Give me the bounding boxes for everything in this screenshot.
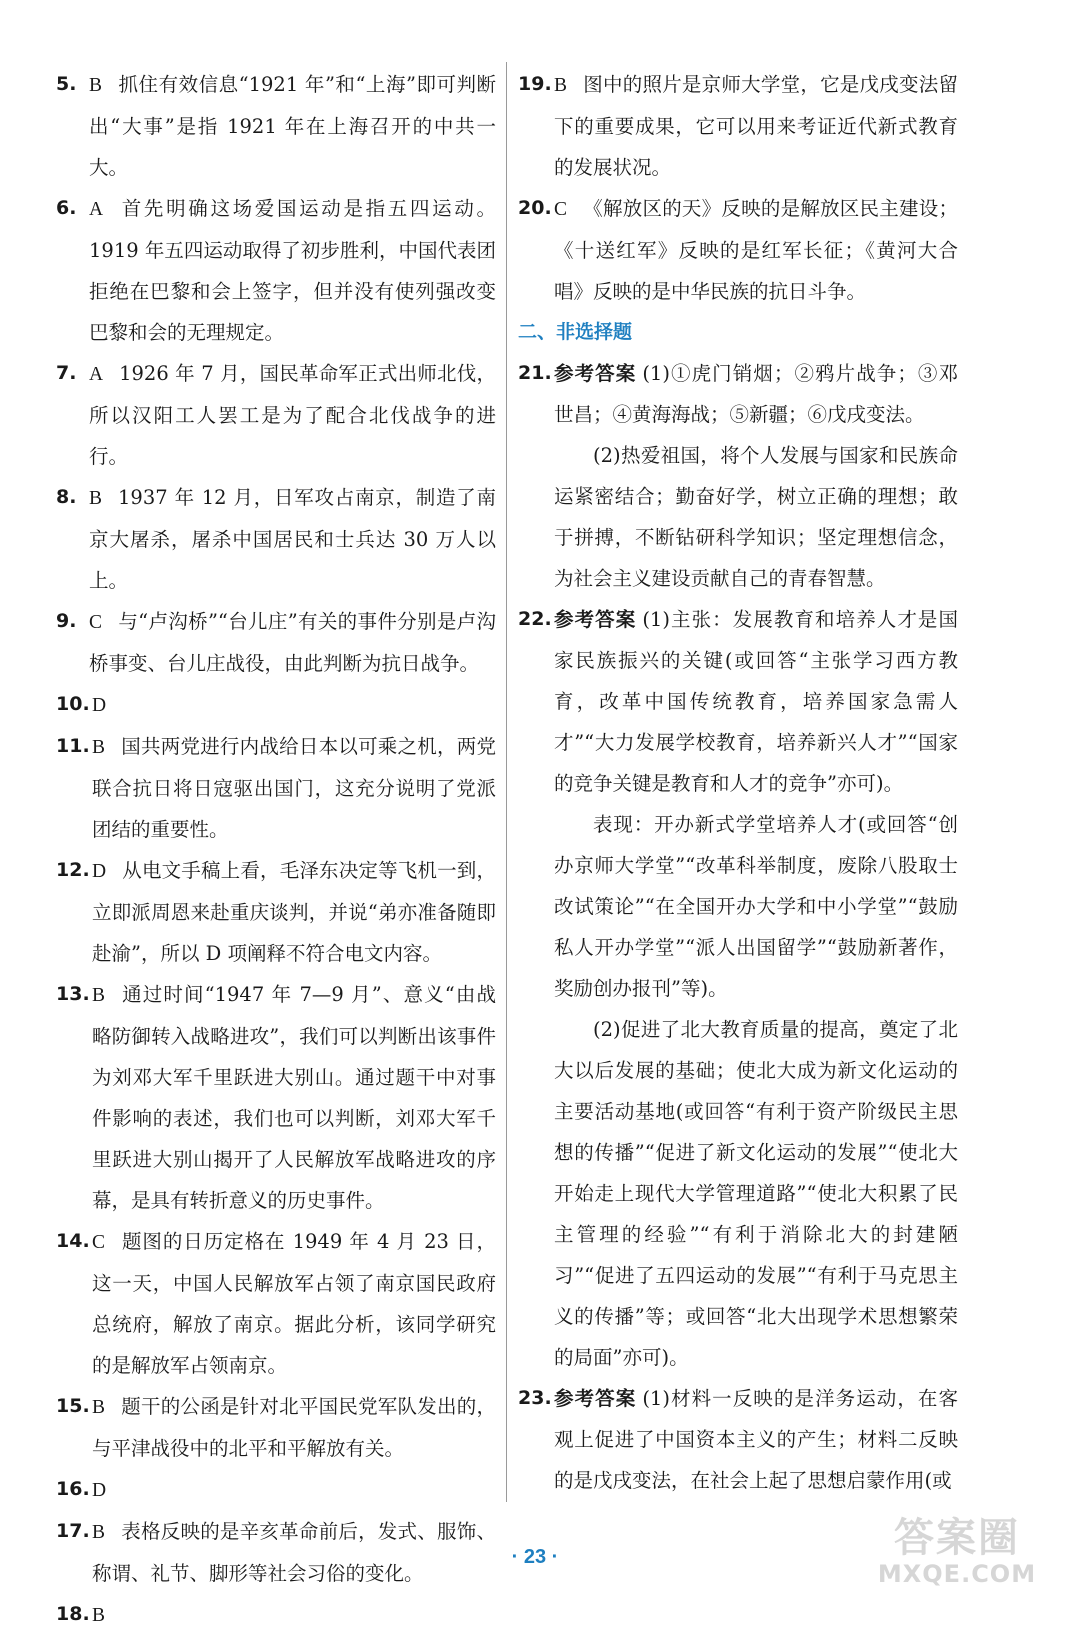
right-column bbox=[518, 64, 958, 1501]
question-number: 17. bbox=[56, 1520, 90, 1542]
answer-item-21 bbox=[518, 353, 958, 435]
answer-item-15 bbox=[56, 1386, 496, 1469]
answer-item-7 bbox=[56, 353, 496, 477]
question-number: 13. bbox=[56, 983, 90, 1005]
reference-answer-label: 参考答案 bbox=[554, 608, 637, 631]
question-number: 21. bbox=[518, 362, 552, 384]
answer-choice: B bbox=[92, 1397, 106, 1418]
answer-item-18 bbox=[56, 1594, 496, 1636]
answer-text: (1)①虎门销烟；②鸦片战争；③邓世昌；④黄海海战；⑤新疆；⑥戊戌变法。 bbox=[554, 362, 958, 426]
explanation: 抓住有效信息“1921 年”和“上海”即可判断出“大事”是指 1921 年在上海召开的中共一大。 bbox=[89, 73, 496, 179]
explanation: 从电文手稿上看，毛泽东决定等飞机一到，立即派周恩来赴重庆谈判，并说“弟亦准备随即赴渝”，所以 D 项阐释不符合电文内容。 bbox=[92, 859, 496, 965]
answer-item-9 bbox=[56, 601, 496, 684]
answer-paragraph: (2)热爱祖国，将个人发展与国家和民族命运紧密结合；勤奋好学，树立正确的理想；敢于拼搏，不断钻研科学知识；坚定理想信念，为社会主义建设贡献自己的青春智慧。 bbox=[554, 444, 958, 590]
answer-choice: A bbox=[89, 199, 104, 220]
answer-item-11 bbox=[56, 726, 496, 850]
explanation: 题干的公函是针对北平国民党军队发出的，与平津战役中的北平和平解放有关。 bbox=[92, 1395, 496, 1460]
answer-item-20 bbox=[518, 188, 958, 312]
answer-text: (1)主张：发展教育和培养人才是国家民族振兴的关键(或回答“主张学习西方教育，改革中国传统教育，培养国家急需人才”“大力发展学校教育，培养新兴人才”“国家的竞争关键是教育和人才的竞争”亦可)。 bbox=[554, 608, 958, 795]
answer-choice: B bbox=[92, 985, 106, 1006]
answer-choice: B bbox=[92, 737, 106, 758]
answer-choice: C bbox=[92, 1232, 106, 1253]
watermark-logo bbox=[862, 1516, 1052, 1594]
answer-choice: D bbox=[92, 695, 107, 716]
watermark-url: MXQE.COM bbox=[877, 1560, 1037, 1588]
question-number: 8. bbox=[56, 486, 77, 508]
question-number: 9. bbox=[56, 610, 77, 632]
answer-paragraph: (2)促进了北大教育质量的提高，奠定了北大以后发展的基础；使北大成为新文化运动的主要活动基地(或回答“有利于资产阶级民主思想的传播”“促进了新文化运动的发展”“使北大开始走上现代大学管理道路”“使北大积累了民主管理的经验”“有利于消除北大的封建陋习”“促进了五四运动的发展”“有利于马克思主义的传播”等；或回答“北大出现学术思想繁荣的局面”亦可)。 bbox=[554, 1018, 958, 1369]
answer-text: (1)材料一反映的是洋务运动，在客观上促进了中国资本主义的产生；材料二反映的是戊戌变法，在社会上起了思想启蒙作用(或 bbox=[554, 1387, 958, 1492]
answer-item-10 bbox=[56, 684, 496, 726]
question-number: 12. bbox=[56, 859, 90, 881]
answer-item-13 bbox=[56, 974, 496, 1221]
answer-item-19 bbox=[518, 64, 958, 188]
answer-item-22 bbox=[518, 599, 958, 804]
question-number: 6. bbox=[56, 197, 77, 219]
question-number: 20. bbox=[518, 197, 552, 219]
question-number: 15. bbox=[56, 1395, 90, 1417]
explanation: 《解放区的天》反映的是解放区民主建设；《十送红军》反映的是红军长征；《黄河大合唱》反映的是中华民族的抗日斗争。 bbox=[554, 197, 958, 303]
explanation: 表格反映的是辛亥革命前后，发式、服饰、称谓、礼节、脚形等社会习俗的变化。 bbox=[92, 1520, 496, 1585]
left-column bbox=[56, 64, 496, 1636]
explanation: 1926 年 7 月，国民革命军正式出师北伐，所以汉阳工人罢工是为了配合北伐战争的进行。 bbox=[89, 362, 496, 468]
answer-item-16 bbox=[56, 1469, 496, 1511]
explanation: 通过时间“1947 年 7—9 月”、意义“由战略防御转入战略进攻”，我们可以判断出该事件为刘邓大军千里跃进大别山。通过题干中对事件影响的表述，我们也可以判断，刘邓大军千里跃进大别山揭开了人民解放军战略进攻的序幕，是具有转折意义的历史事件。 bbox=[92, 983, 496, 1212]
question-number: 16. bbox=[56, 1478, 90, 1500]
answer-item-12 bbox=[56, 850, 496, 974]
question-number: 11. bbox=[56, 735, 90, 757]
question-number: 22. bbox=[518, 608, 552, 630]
question-number: 7. bbox=[56, 362, 77, 384]
explanation: 1937 年 12 月，日军攻占南京，制造了南京大屠杀，屠杀中国居民和士兵达 30 万人以上。 bbox=[89, 486, 496, 592]
answer-choice: D bbox=[92, 1480, 107, 1501]
answer-item-5 bbox=[56, 64, 496, 188]
answer-choice: C bbox=[554, 199, 568, 220]
answer-choice: D bbox=[92, 861, 107, 882]
question-number: 14. bbox=[56, 1230, 90, 1252]
question-number: 10. bbox=[56, 693, 90, 715]
answer-choice: B bbox=[92, 1522, 106, 1543]
explanation: 题图的日历定格在 1949 年 4 月 23 日，这一天，中国人民解放军占领了南京国民政府总统府，解放了南京。据此分析，该同学研究的是解放军占领南京。 bbox=[92, 1230, 496, 1377]
answer-item-23 bbox=[518, 1378, 958, 1501]
answer-choice: A bbox=[89, 364, 104, 385]
answer-paragraph: 表现：开办新式学堂培养人才(或回答“创办京师大学堂”“改革科举制度，废除八股取士改试策论”“在全国开办大学和中小学堂”“鼓励私人开办学堂”“派人出国留学”“鼓励新著作，奖励创办报刊”等)。 bbox=[554, 813, 958, 1000]
question-number: 23. bbox=[518, 1387, 552, 1409]
answer-item-8 bbox=[56, 477, 496, 601]
answer-choice: B bbox=[89, 488, 103, 509]
question-number: 19. bbox=[518, 73, 552, 95]
watermark-text: 答案圈 bbox=[894, 1515, 1020, 1561]
question-number: 18. bbox=[56, 1603, 90, 1625]
answer-choice: B bbox=[89, 75, 103, 96]
section-title: 二、非选择题 bbox=[518, 321, 633, 343]
answer-item-6 bbox=[56, 188, 496, 353]
reference-answer-label: 参考答案 bbox=[554, 1387, 637, 1410]
explanation: 首先明确这场爱国运动是指五四运动。1919 年五四运动取得了初步胜利，中国代表团拒绝在巴黎和会上签字，但并没有使列强改变巴黎和会的无理规定。 bbox=[89, 197, 496, 344]
explanation: 图中的照片是京师大学堂，它是戊戌变法留下的重要成果，它可以用来考证近代新式教育的发展状况。 bbox=[554, 73, 958, 179]
answer-choice: B bbox=[92, 1605, 106, 1626]
column-divider bbox=[506, 62, 507, 1502]
answer-item-14 bbox=[56, 1221, 496, 1386]
answer-choice: C bbox=[89, 612, 103, 633]
question-number: 5. bbox=[56, 73, 77, 95]
page-number: · 23 · bbox=[511, 1546, 559, 1568]
explanation: 与“卢沟桥”“台儿庄”有关的事件分别是卢沟桥事变、台儿庄战役，由此判断为抗日战争。 bbox=[89, 610, 496, 675]
reference-answer-label: 参考答案 bbox=[554, 362, 637, 385]
answer-choice: B bbox=[554, 75, 568, 96]
explanation: 国共两党进行内战给日本以可乘之机，两党联合抗日将日寇驱出国门，这充分说明了党派团结的重要性。 bbox=[92, 735, 496, 841]
